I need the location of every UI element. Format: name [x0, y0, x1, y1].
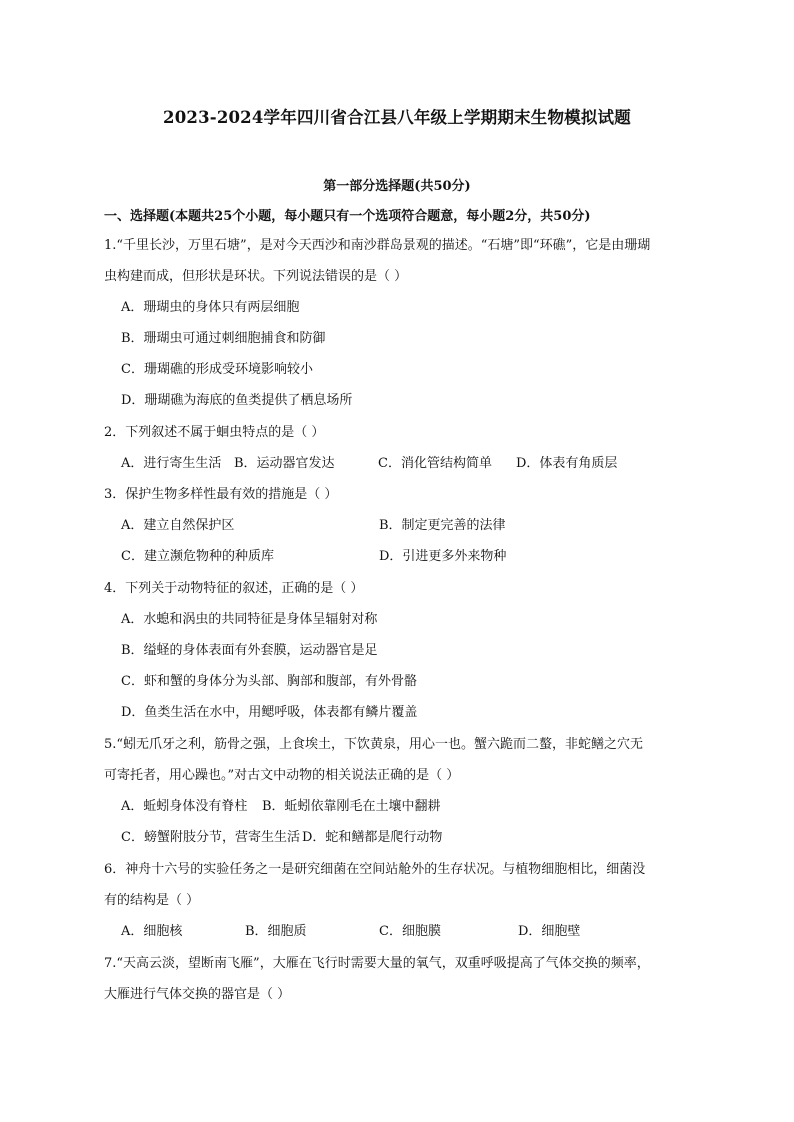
question-5-stem-line-2: 可寄托者，用心躁也。”对古文中动物的相关说法正确的是（ ）	[104, 768, 460, 783]
question-1-stem-line-1: 1.“千里长沙，万里石塘”，是对今天西沙和南沙群岛景观的描述。“石塘”即“环礁”，它是由珊瑚	[104, 238, 651, 253]
question-7-stem-line-1: 7.“天高云淡，望断南飞雁”，大雁在飞行时需要大量的氧气，双重呼吸提高了气体交换的频率，	[104, 956, 650, 971]
question-6-option-b: B．细胞质	[245, 924, 307, 939]
question-6-option-c: C．细胞膜	[379, 924, 441, 939]
question-6-option-d: D．细胞壁	[518, 924, 581, 939]
question-1-stem-line-2: 虫构建而成，但形状是环状。下列说法错误的是（ ）	[104, 269, 408, 284]
question-4-stem: 4．下列关于动物特征的叙述，正确的是（ ）	[104, 581, 364, 596]
question-7-stem-line-2: 大雁进行气体交换的器官是（ ）	[104, 987, 291, 1002]
part-heading: 第一部分选择题(共50分)	[323, 179, 471, 194]
question-6-stem-line-1: 6．神舟十六号的实验任务之一是研究细菌在空间站舱外的生存状况。与植物细胞相比，细菌没	[104, 862, 646, 877]
section-heading: 一、选择题(本题共25个小题，每小题只有一个选项符合题意，每小题2分，共50分)	[104, 209, 591, 224]
question-3-stem: 3．保护生物多样性最有效的措施是（ ）	[104, 487, 338, 502]
question-5-option-c: C．螃蟹附肢分节，营寄生生活	[121, 830, 300, 845]
question-3-option-a: A．建立自然保护区	[121, 518, 235, 533]
question-2-option-b: B．运动器官发达	[234, 456, 335, 471]
question-4-option-d: D．鱼类生活在水中，用鳃呼吸，体表都有鳞片覆盖	[121, 705, 418, 720]
question-6-stem-line-2: 有的结构是（ ）	[104, 893, 200, 908]
question-5-stem-line-1: 5.“蚓无爪牙之利，筋骨之强，上食埃土，下饮黄泉，用心一也。蟹六跪而二螯，非蛇鳝之穴无	[104, 737, 644, 752]
question-3-option-d: D．引进更多外来物种	[379, 549, 507, 564]
question-5-option-b: B．蚯蚓依靠刚毛在土壤中翻耕	[262, 799, 441, 814]
question-1-option-a: A．珊瑚虫的身体只有两层细胞	[121, 300, 300, 315]
question-2-option-c: C．消化管结构简单	[378, 456, 492, 471]
question-1-option-c: C．珊瑚礁的形成受环境影响较小	[121, 362, 313, 377]
question-5-option-a: A．蚯蚓身体没有脊柱	[121, 799, 248, 814]
question-4-option-b: B．缢蛏的身体表面有外套膜，运动器官是足	[121, 643, 378, 658]
question-5-option-d: D．蛇和鳝都是爬行动物	[302, 830, 443, 845]
question-6-option-a: A．细胞核	[121, 924, 183, 939]
question-4-option-a: A．水螅和涡虫的共同特征是身体呈辐射对称	[121, 612, 378, 627]
question-2-option-d: D．体表有角质层	[516, 456, 618, 471]
question-3-option-c: C．建立濒危物种的种质库	[121, 549, 274, 564]
question-2-stem: 2．下列叙述不属于蛔虫特点的是（ ）	[104, 425, 325, 440]
question-4-option-c: C．虾和蟹的身体分为头部、胸部和腹部，有外骨骼	[121, 674, 417, 689]
question-2-option-a: A．进行寄生生活	[121, 456, 222, 471]
page-title: 2023-2024学年四川省合江县八年级上学期期末生物模拟试题	[163, 108, 631, 127]
question-1-option-b: B．珊瑚虫可通过刺细胞捕食和防御	[121, 331, 326, 346]
question-1-option-d: D．珊瑚礁为海底的鱼类提供了栖息场所	[121, 393, 353, 408]
question-3-option-b: B．制定更完善的法律	[379, 518, 506, 533]
